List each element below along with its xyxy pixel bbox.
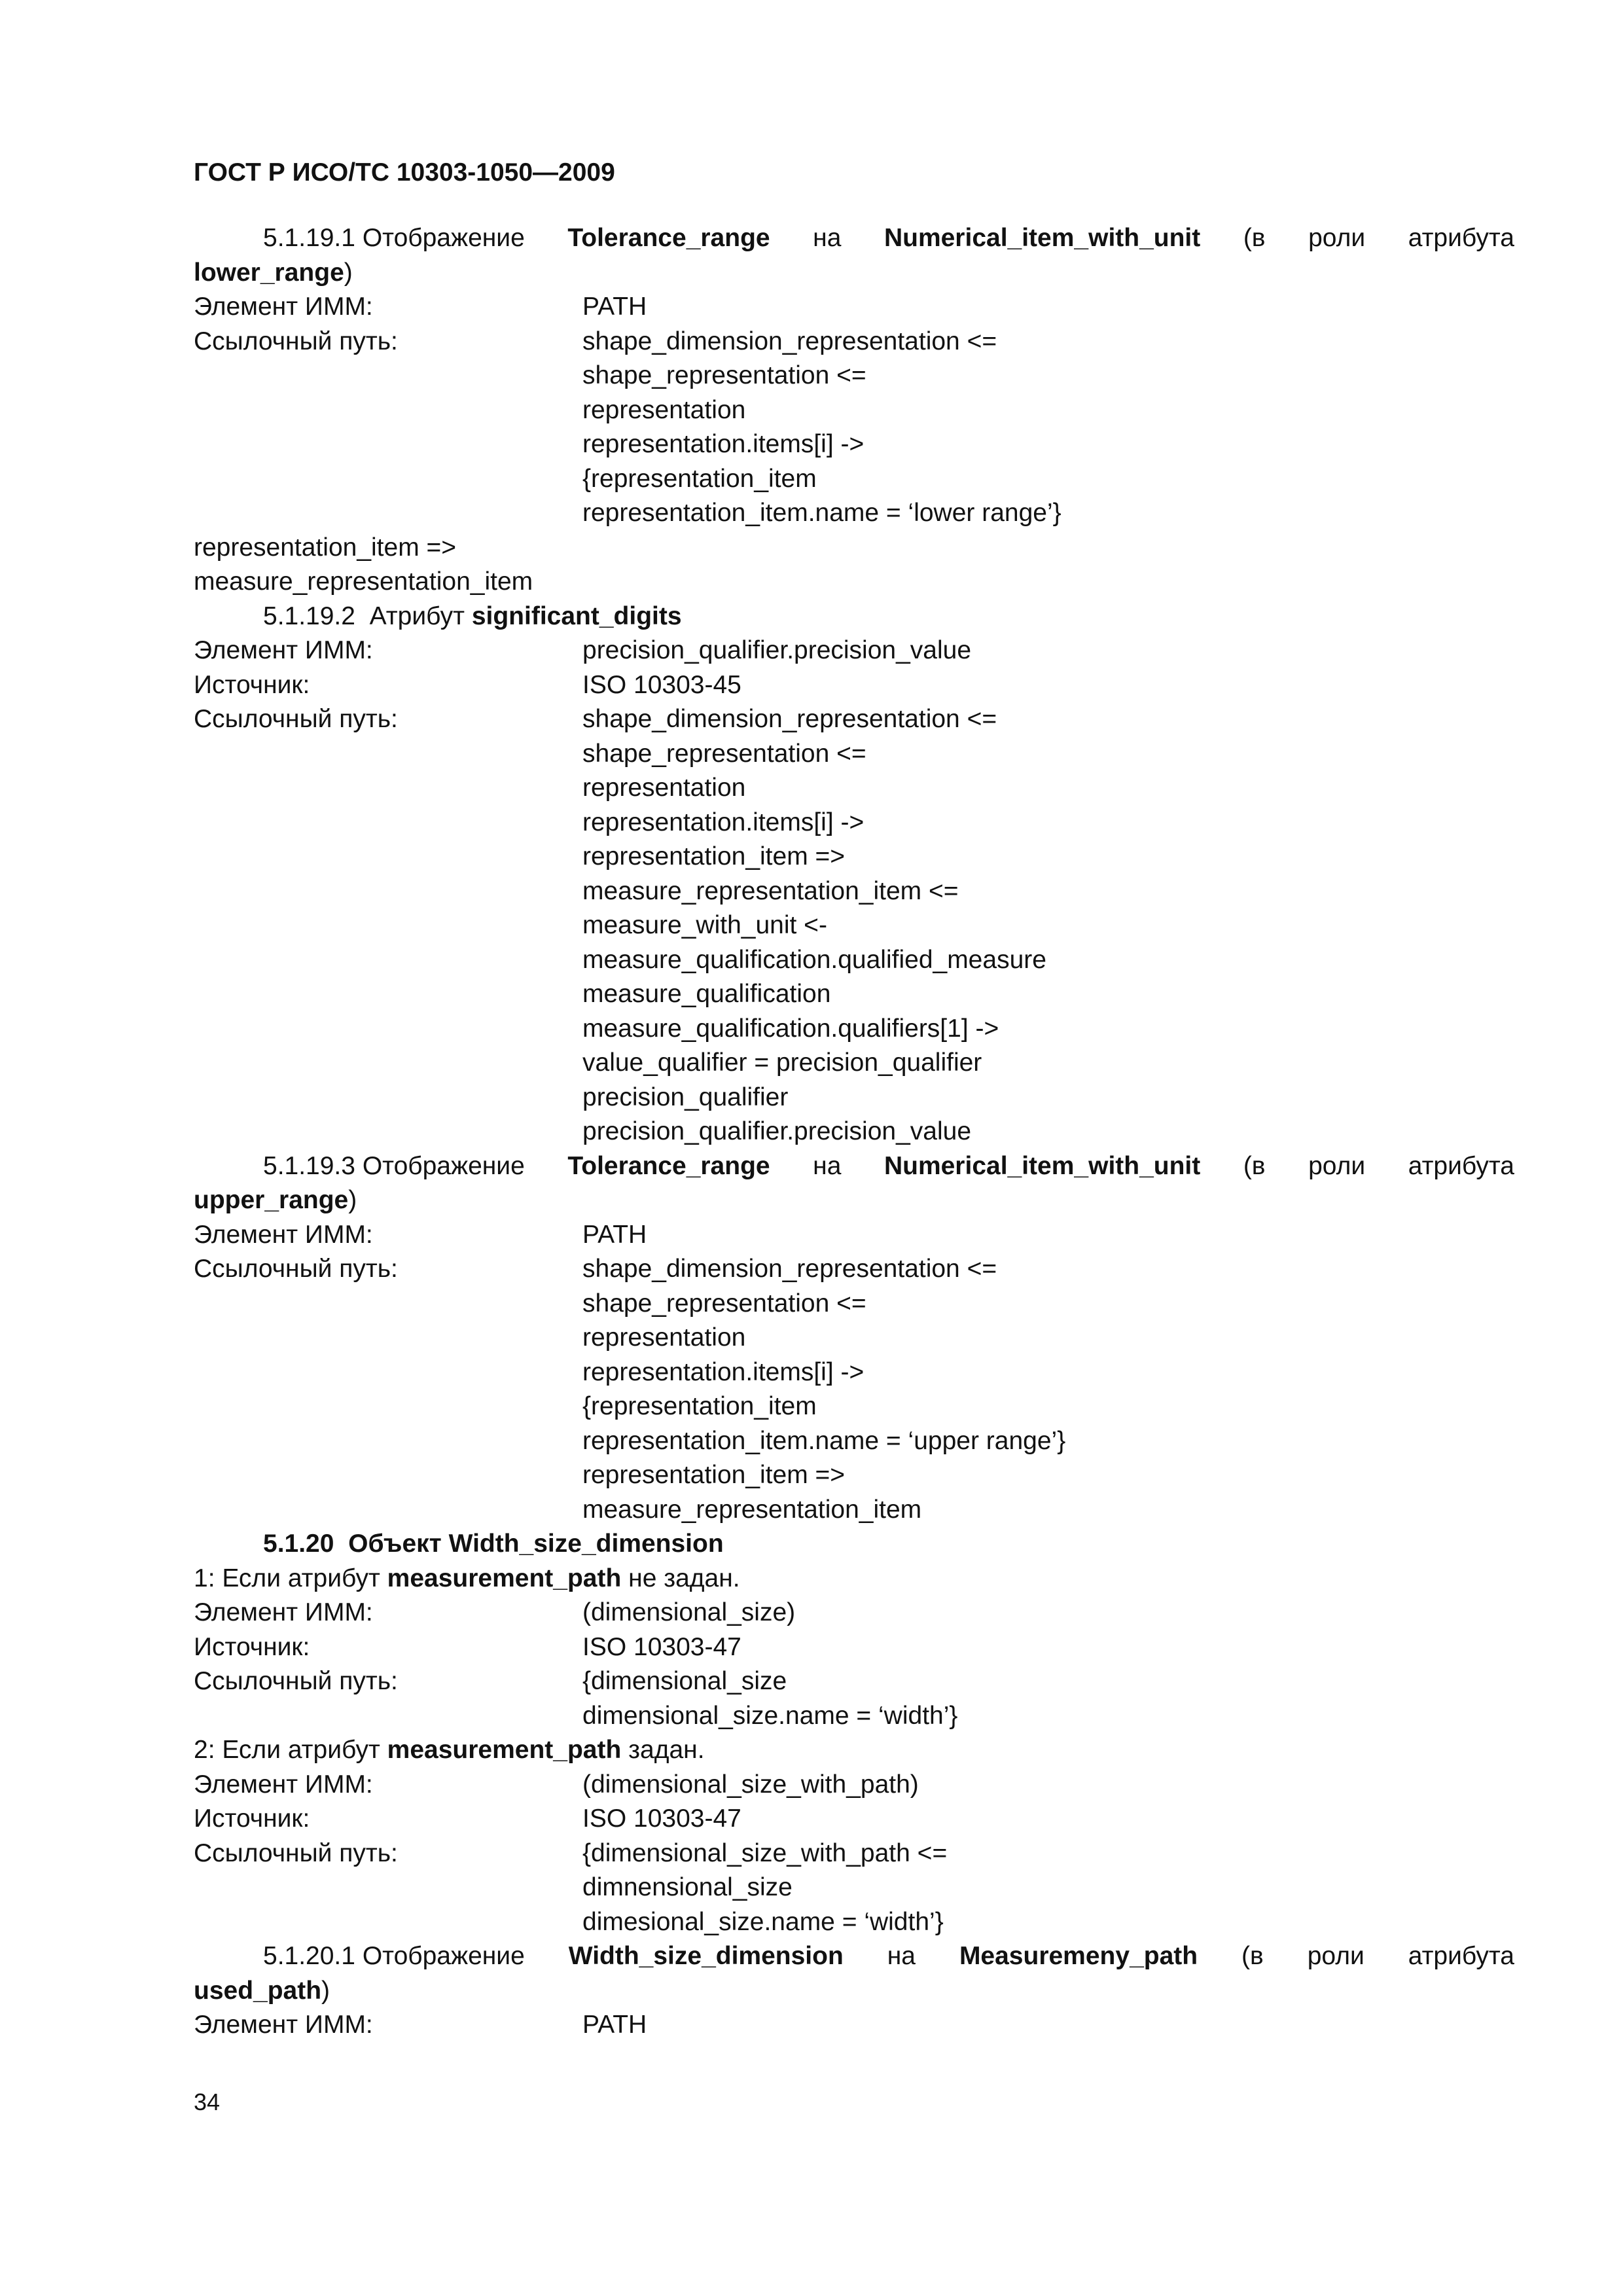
- clause-5-1-19-2-title: 5.1.19.2 Атрибут significant_digits: [263, 601, 682, 630]
- ref-path-line: measure_representation_item <=: [582, 876, 959, 905]
- attribute-name: measurement_path: [387, 1564, 622, 1592]
- aim-row: [194, 1218, 1514, 1253]
- ref-path-label: Ссылочный путь:: [194, 327, 398, 355]
- document-page: [194, 156, 1514, 2043]
- ref-path-row: [194, 1012, 1514, 1047]
- ref-path-row: [194, 325, 1514, 359]
- ref-path-line: shape_representation <=: [582, 361, 866, 389]
- word-on: на: [813, 224, 842, 252]
- source-label: Источник:: [194, 1804, 310, 1833]
- ref-path-line: measure_qualification.qualifiers[1] ->: [582, 1014, 999, 1043]
- clause-number: 5.1.20.1 Отображение: [263, 1942, 525, 1970]
- ref-path-row: [194, 462, 1514, 497]
- document-header: ГОСТ Р ИСО/ТС 10303-1050—2009: [194, 158, 615, 187]
- paren-open: (в: [1243, 1151, 1266, 1180]
- ref-path-line: {representation_item: [582, 1392, 817, 1420]
- ref-path-row: [194, 840, 1514, 874]
- ref-path-row: [194, 702, 1514, 737]
- ref-path-line: dimesional_size.name = ‘width’}: [582, 1907, 944, 1936]
- object-name: Width_size_dimension: [568, 1942, 844, 1970]
- ref-path-line: representation.items[i] ->: [582, 430, 865, 458]
- section-5-1-20-heading: 5.1.20 Объект Width_size_dimension: [263, 1530, 724, 1558]
- ref-path-line: {dimensional_size_with_path <=: [582, 1839, 948, 1867]
- ref-path-row: [194, 977, 1514, 1012]
- ref-path-line: dimnensional_size: [582, 1873, 793, 1901]
- aim-value: (dimensional_size): [582, 1598, 796, 1626]
- aim-value: precision_qualifier.precision_value: [582, 636, 972, 664]
- ref-path-row: [194, 1046, 1514, 1081]
- ref-path-line: representation: [582, 1323, 746, 1352]
- ref-path-line: measure_with_unit <-: [582, 911, 827, 939]
- ref-path-row: [194, 1664, 1514, 1699]
- ref-path-row: [194, 1837, 1514, 1871]
- clause-number: 5.1.19.1 Отображение: [263, 224, 525, 252]
- word-attribute: атрибута: [1408, 224, 1514, 252]
- ref-path-line: representation: [582, 774, 746, 802]
- aim-row: [194, 1768, 1514, 1803]
- ref-path-row: [194, 1287, 1514, 1321]
- ref-path-line: {dimensional_size: [582, 1667, 787, 1695]
- ref-path-row: [194, 359, 1514, 393]
- aim-label: Элемент ИММ:: [194, 2011, 373, 2039]
- ref-path-row: [194, 427, 1514, 462]
- case-2-condition: 2: Если атрибут measurement_path задан.: [194, 1736, 705, 1764]
- ref-path-label: Ссылочный путь:: [194, 1667, 398, 1695]
- source-row: [194, 1802, 1514, 1837]
- clause-5-1-19-3-attr: upper_range): [194, 1186, 357, 1214]
- ref-path-row: [194, 393, 1514, 428]
- target-name: Numerical_item_with_unit: [883, 1151, 1201, 1180]
- ref-path-row: [194, 1115, 1514, 1149]
- target-name: Measuremeny_path: [959, 1942, 1198, 1970]
- source-row: [194, 668, 1514, 703]
- attribute-name: measurement_path: [387, 1736, 622, 1764]
- ref-path-tail: representation_item =>: [194, 533, 457, 562]
- word-attribute: атрибута: [1408, 1151, 1514, 1180]
- ref-path-line: shape_dimension_representation <=: [582, 327, 997, 355]
- ref-path-line: shape_dimension_representation <=: [582, 1255, 997, 1283]
- aim-value: PATH: [582, 2011, 647, 2039]
- clause-number: 5.1.19.3 Отображение: [263, 1151, 525, 1180]
- ref-path-line: shape_representation <=: [582, 739, 866, 768]
- clause-5-1-20-1-title: [194, 1939, 1514, 1974]
- aim-value: (dimensional_size_with_path): [582, 1770, 919, 1799]
- source-row: [194, 1630, 1514, 1665]
- clause-5-1-20-1-attr: used_path): [194, 1976, 330, 2005]
- ref-path-label: Ссылочный путь:: [194, 1255, 398, 1283]
- ref-path-line: measure_qualification: [582, 980, 831, 1008]
- ref-path-line: {representation_item: [582, 464, 817, 493]
- attribute-name: significant_digits: [471, 601, 682, 630]
- ref-path-row: [194, 771, 1514, 806]
- ref-path-row: [194, 806, 1514, 840]
- word-attribute: атрибута: [1408, 1942, 1514, 1970]
- clause-5-1-19-1-attr: lower_range): [194, 258, 353, 287]
- ref-path-row: [194, 1871, 1514, 1905]
- aim-label: Элемент ИММ:: [194, 1220, 373, 1249]
- source-label: Источник:: [194, 670, 310, 699]
- word-role: роли: [1308, 224, 1366, 252]
- ref-path-line: representation_item.name = ‘lower range’}: [582, 499, 1061, 527]
- ref-path-row: [194, 1355, 1514, 1390]
- aim-label: Элемент ИММ:: [194, 293, 373, 321]
- aim-row: [194, 634, 1514, 668]
- ref-path-line: dimensional_size.name = ‘width’}: [582, 1701, 958, 1730]
- ref-path-row: [194, 1424, 1514, 1459]
- target-name: Numerical_item_with_unit: [883, 224, 1201, 252]
- ref-path-row: [194, 874, 1514, 909]
- ref-path-line: measure_representation_item: [582, 1495, 922, 1524]
- word-on: на: [887, 1942, 916, 1970]
- ref-path-line: value_qualifier = precision_qualifier: [582, 1049, 982, 1077]
- paren-open: (в: [1241, 1942, 1264, 1970]
- aim-value: PATH: [582, 1220, 647, 1249]
- source-value: ISO 10303-45: [582, 670, 741, 699]
- ref-path-line: representation.items[i] ->: [582, 808, 865, 836]
- ref-path-line: precision_qualifier.precision_value: [582, 1117, 972, 1145]
- aim-row: [194, 1596, 1514, 1630]
- ref-path-row: [194, 1081, 1514, 1115]
- ref-path-row: [194, 737, 1514, 772]
- clause-5-1-19-3-title: [194, 1149, 1514, 1184]
- clause-5-1-19-1-title: [194, 221, 1514, 256]
- ref-path-row: [194, 1493, 1514, 1528]
- aim-value: PATH: [582, 293, 647, 321]
- word-role: роли: [1308, 1151, 1366, 1180]
- ref-path-line: representation_item.name = ‘upper range’}: [582, 1426, 1066, 1455]
- ref-path-line: precision_qualifier: [582, 1083, 789, 1111]
- paren-open: (в: [1243, 224, 1266, 252]
- word-on: на: [813, 1151, 842, 1180]
- ref-path-line: shape_dimension_representation <=: [582, 705, 997, 733]
- entity-name: Width_size_dimension: [448, 1530, 724, 1558]
- ref-path-row: [194, 496, 1514, 531]
- aim-label: Элемент ИММ:: [194, 636, 373, 664]
- ref-path-line: representation: [582, 395, 746, 424]
- source-value: ISO 10303-47: [582, 1804, 741, 1833]
- object-name: Tolerance_range: [567, 224, 770, 252]
- ref-path-line: representation_item =>: [582, 842, 846, 870]
- ref-path-tail: measure_representation_item: [194, 567, 533, 596]
- ref-path-line: measure_qualification.qualified_measure: [582, 945, 1046, 974]
- case-1-condition: 1: Если атрибут measurement_path не задан.: [194, 1564, 740, 1592]
- ref-path-label: Ссылочный путь:: [194, 705, 398, 733]
- ref-path-row: [194, 1699, 1514, 1734]
- ref-path-line: representation.items[i] ->: [582, 1357, 865, 1386]
- aim-label: Элемент ИММ:: [194, 1598, 373, 1626]
- aim-row: [194, 2008, 1514, 2043]
- word-role: роли: [1307, 1942, 1364, 1970]
- source-label: Источник:: [194, 1632, 310, 1661]
- ref-path-line: representation_item =>: [582, 1461, 846, 1489]
- ref-path-row: [194, 943, 1514, 978]
- ref-path-row: [194, 1458, 1514, 1493]
- aim-row: [194, 290, 1514, 325]
- object-name: Tolerance_range: [567, 1151, 770, 1180]
- ref-path-row: [194, 908, 1514, 943]
- source-value: ISO 10303-47: [582, 1632, 741, 1661]
- page-number: 34: [194, 2089, 221, 2115]
- ref-path-line: shape_representation <=: [582, 1289, 866, 1318]
- ref-path-row: [194, 1252, 1514, 1287]
- ref-path-label: Ссылочный путь:: [194, 1839, 398, 1867]
- ref-path-row: [194, 1321, 1514, 1355]
- aim-label: Элемент ИММ:: [194, 1770, 373, 1799]
- ref-path-row: [194, 1905, 1514, 1940]
- ref-path-row: [194, 1390, 1514, 1424]
